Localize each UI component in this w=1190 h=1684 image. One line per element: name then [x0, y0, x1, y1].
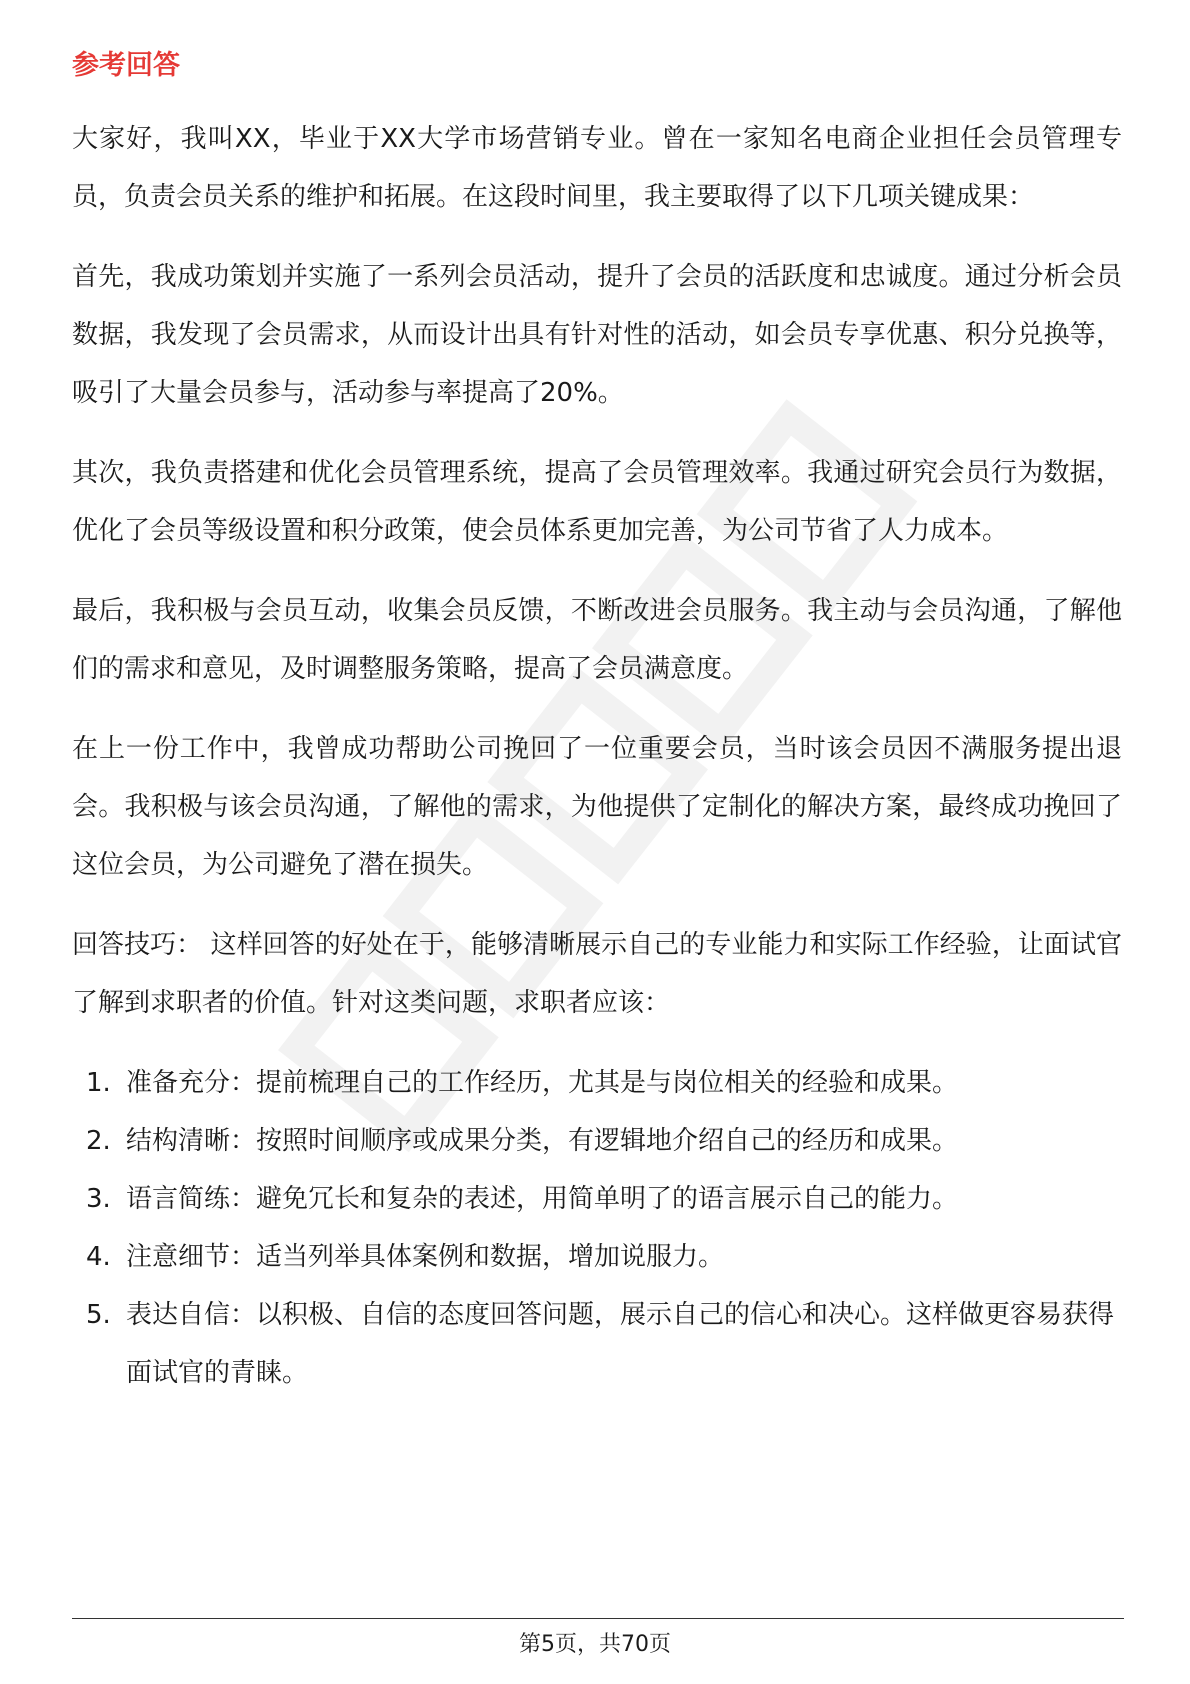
page-number: 第5页，共70页 — [519, 1632, 671, 1657]
list-number: 1. — [86, 1068, 111, 1098]
paragraph: 首先，我成功策划并实施了一系列会员活动，提升了会员的活跃度和忠诚度。通过分析会员数据，我发现了会员需求，从而设计出具有针对性的活动，如会员专享优惠、积分兑换等，吸引了大量会员参与，活动参与率提高了20%。 — [72, 262, 1122, 408]
footer-divider — [72, 1618, 1124, 1619]
list-text: 表达自信：以积极、自信的态度回答问题，展示自己的信心和决心。这样做更容易获得面试官的青睐。 — [126, 1300, 1115, 1388]
paragraph: 大家好，我叫XX，毕业于XX大学市场营销专业。曾在一家知名电商企业担任会员管理专员，负责会员关系的维护和拓展。在这段时间里，我主要取得了以下几项关键成果： — [72, 124, 1122, 212]
tips-intro: 回答技巧： 这样回答的好处在于，能够清晰展示自己的专业能力和实际工作经验，让面试官了解到求职者的价值。针对这类问题，求职者应该： — [72, 930, 1122, 1018]
list-number: 4. — [86, 1242, 111, 1272]
list-text: 准备充分：提前梳理自己的工作经历，尤其是与岗位相关的经验和成果。 — [126, 1068, 959, 1098]
section-heading: 参考回答 — [72, 50, 180, 81]
list-item — [72, 1054, 1122, 1112]
list-number: 2. — [86, 1126, 111, 1156]
list-item — [72, 1286, 1122, 1402]
list-number: 3. — [86, 1184, 111, 1214]
list-text: 语言简练：避免冗长和复杂的表述，用简单明了的语言展示自己的能力。 — [126, 1184, 959, 1214]
list-item — [72, 1228, 1122, 1286]
document-body — [72, 48, 1122, 1402]
list-item — [72, 1112, 1122, 1170]
tips-list — [72, 1054, 1122, 1402]
list-number: 5. — [86, 1300, 111, 1330]
paragraph: 最后，我积极与会员互动，收集会员反馈，不断改进会员服务。我主动与会员沟通，了解他们的需求和意见，及时调整服务策略，提高了会员满意度。 — [72, 596, 1122, 684]
list-item — [72, 1170, 1122, 1228]
list-text: 注意细节：适当列举具体案例和数据，增加说服力。 — [126, 1242, 725, 1272]
list-text: 结构清晰：按照时间顺序或成果分类，有逻辑地介绍自己的经历和成果。 — [126, 1126, 959, 1156]
paragraph: 在上一份工作中，我曾成功帮助公司挽回了一位重要会员，当时该会员因不满服务提出退会。我积极与该会员沟通，了解他的需求，为他提供了定制化的解决方案，最终成功挽回了这位会员，为公司避免了潜在损失。 — [72, 734, 1122, 880]
paragraph: 其次，我负责搭建和优化会员管理系统，提高了会员管理效率。我通过研究会员行为数据，优化了会员等级设置和积分政策，使会员体系更加完善，为公司节省了人力成本。 — [72, 458, 1122, 546]
